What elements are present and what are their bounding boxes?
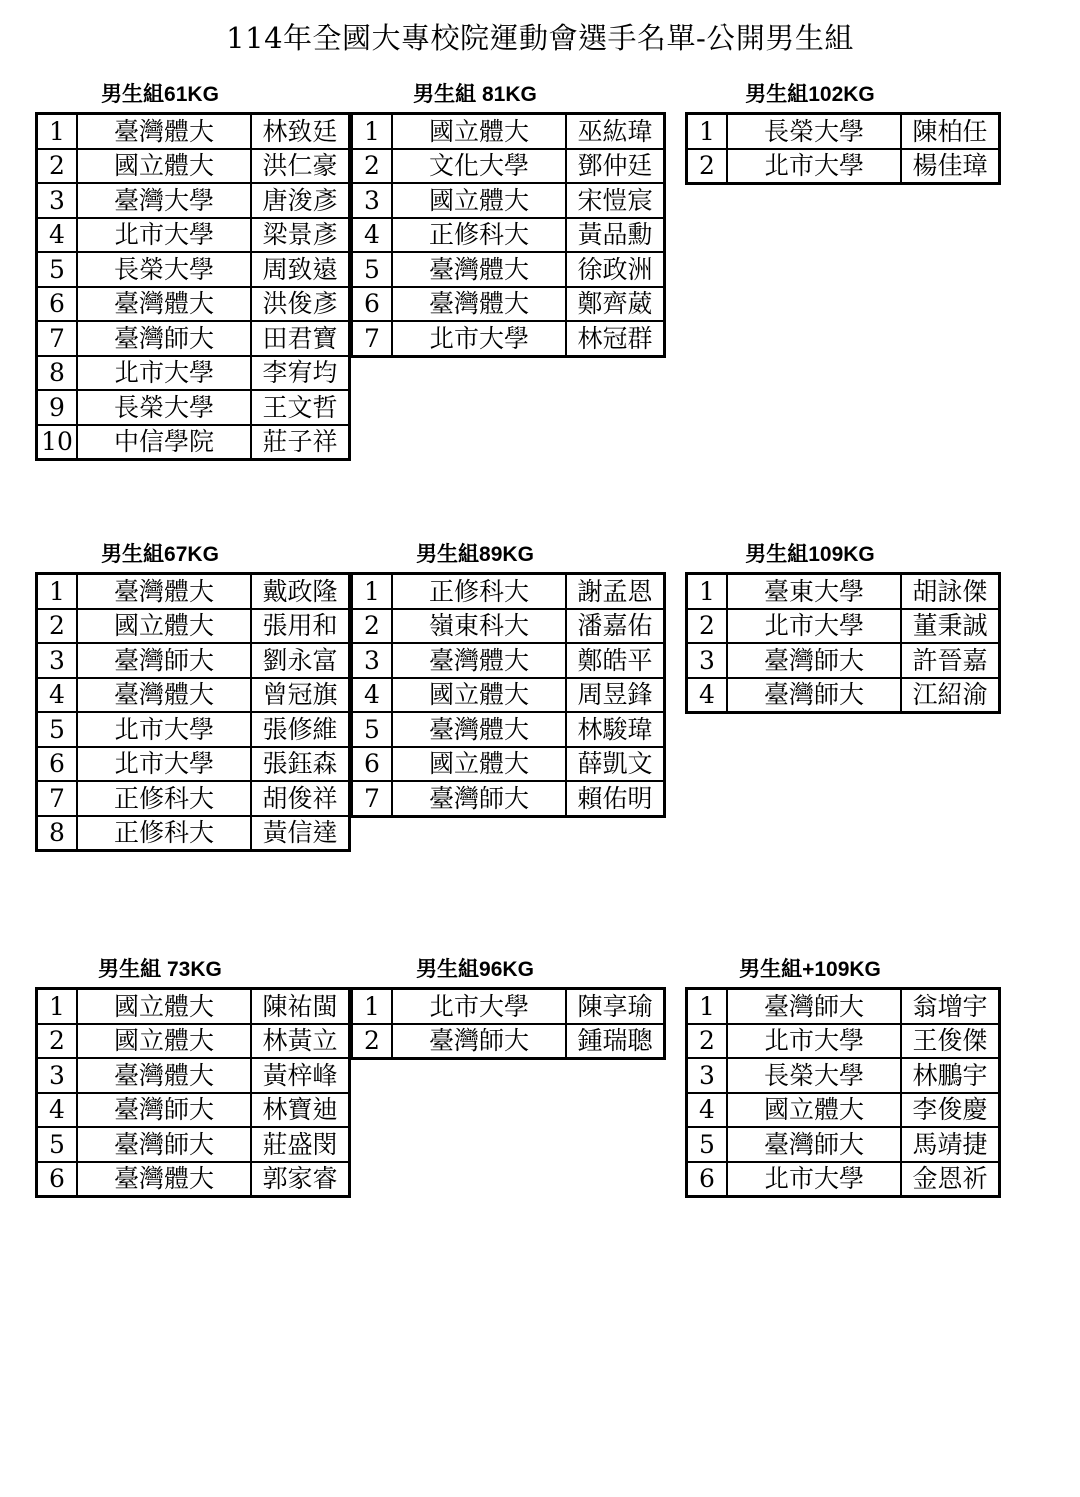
rank-cell: 2	[37, 1024, 78, 1059]
table-row	[352, 321, 665, 356]
weight-class-caption: 男生組 73KG	[98, 958, 222, 981]
rank-cell: 1	[687, 989, 728, 1024]
school-cell: 國立體大	[77, 989, 251, 1024]
athlete-table	[685, 987, 1001, 1198]
athlete-name-cell: 林冠群	[566, 321, 665, 356]
school-cell: 臺灣體大	[77, 1058, 251, 1093]
school-cell: 臺灣師大	[727, 1127, 901, 1162]
table-row	[687, 609, 1000, 644]
school-cell: 臺灣體大	[392, 287, 566, 322]
athlete-name-cell: 莊盛閔	[251, 1127, 350, 1162]
athlete-name-cell: 黃信達	[251, 816, 350, 851]
table-row	[37, 1127, 350, 1162]
table-row	[352, 712, 665, 747]
weight-class-section	[350, 543, 666, 818]
table-row	[37, 1162, 350, 1197]
athlete-name-cell: 戴政隆	[251, 574, 350, 609]
school-cell: 國立體大	[77, 149, 251, 184]
rank-cell: 4	[37, 1093, 78, 1128]
table-row	[352, 252, 665, 287]
athlete-name-cell: 董秉誠	[901, 609, 1000, 644]
school-cell: 正修科大	[392, 574, 566, 609]
school-cell: 長榮大學	[77, 252, 251, 287]
rank-cell: 4	[352, 218, 393, 253]
school-cell: 國立體大	[392, 678, 566, 713]
table-row	[687, 678, 1000, 713]
athlete-name-cell: 謝孟恩	[566, 574, 665, 609]
school-cell: 文化大學	[392, 149, 566, 184]
athlete-name-cell: 陳祐閩	[251, 989, 350, 1024]
athlete-name-cell: 潘嘉佑	[566, 609, 665, 644]
athlete-name-cell: 鄧仲廷	[566, 149, 665, 184]
weight-class-section	[685, 83, 1001, 185]
page-title: 114年全國大專校院運動會選手名單-公開男生組	[226, 21, 854, 55]
weight-class-caption: 男生組102KG	[745, 83, 875, 106]
table-row	[687, 149, 1000, 184]
rank-cell: 3	[37, 183, 78, 218]
table-row	[352, 218, 665, 253]
athlete-table	[35, 112, 351, 461]
rank-cell: 5	[352, 712, 393, 747]
table-row	[352, 989, 665, 1024]
rank-cell: 4	[352, 678, 393, 713]
school-cell: 臺灣體大	[392, 712, 566, 747]
rank-cell: 6	[37, 1162, 78, 1197]
school-cell: 北市大學	[392, 989, 566, 1024]
school-cell: 國立體大	[77, 609, 251, 644]
rank-cell: 6	[687, 1162, 728, 1197]
rank-cell: 4	[687, 678, 728, 713]
athlete-name-cell: 鄭皓平	[566, 643, 665, 678]
athlete-name-cell: 宋愷宸	[566, 183, 665, 218]
athlete-name-cell: 賴佑明	[566, 781, 665, 816]
athlete-name-cell: 鄭齊葳	[566, 287, 665, 322]
athlete-table	[350, 112, 666, 358]
school-cell: 臺灣體大	[392, 252, 566, 287]
athlete-name-cell: 洪俊彥	[251, 287, 350, 322]
rank-cell: 1	[37, 574, 78, 609]
weight-class-section	[350, 958, 666, 1060]
table-row	[352, 781, 665, 816]
rank-cell: 3	[37, 1058, 78, 1093]
table-row	[352, 574, 665, 609]
athlete-name-cell: 金恩祈	[901, 1162, 1000, 1197]
table-row	[687, 1058, 1000, 1093]
table-row	[37, 574, 350, 609]
table-row	[37, 816, 350, 851]
weight-class-section	[35, 83, 351, 461]
athlete-table	[685, 112, 1001, 185]
school-cell: 臺灣體大	[77, 1162, 251, 1197]
athlete-name-cell: 許晉嘉	[901, 643, 1000, 678]
athlete-name-cell: 張修維	[251, 712, 350, 747]
school-cell: 國立體大	[727, 1093, 901, 1128]
athlete-table	[685, 572, 1001, 714]
rank-cell: 1	[687, 574, 728, 609]
athlete-name-cell: 林致廷	[251, 114, 350, 149]
athlete-name-cell: 田君寶	[251, 321, 350, 356]
weight-class-section	[35, 958, 351, 1198]
table-row	[37, 425, 350, 460]
athlete-name-cell: 林黃立	[251, 1024, 350, 1059]
table-row	[687, 114, 1000, 149]
school-cell: 臺灣師大	[392, 781, 566, 816]
athlete-name-cell: 張鈺森	[251, 747, 350, 782]
weight-class-caption: 男生組89KG	[416, 543, 534, 566]
school-cell: 中信學院	[77, 425, 251, 460]
school-cell: 臺灣師大	[77, 643, 251, 678]
athlete-name-cell: 周致遠	[251, 252, 350, 287]
school-cell: 北市大學	[727, 149, 901, 184]
rank-cell: 6	[352, 287, 393, 322]
athlete-name-cell: 莊子祥	[251, 425, 350, 460]
school-cell: 北市大學	[77, 356, 251, 391]
athlete-name-cell: 唐浚彥	[251, 183, 350, 218]
table-row	[352, 114, 665, 149]
athlete-name-cell: 曾冠旗	[251, 678, 350, 713]
school-cell: 臺灣師大	[727, 678, 901, 713]
rank-cell: 5	[37, 712, 78, 747]
athlete-name-cell: 江紹渝	[901, 678, 1000, 713]
table-row	[352, 643, 665, 678]
rank-cell: 5	[352, 252, 393, 287]
rank-cell: 2	[37, 149, 78, 184]
athlete-name-cell: 胡俊祥	[251, 781, 350, 816]
school-cell: 北市大學	[727, 1162, 901, 1197]
table-row	[687, 1024, 1000, 1059]
school-cell: 國立體大	[392, 114, 566, 149]
table-row	[37, 183, 350, 218]
table-row	[37, 390, 350, 425]
rank-cell: 7	[37, 321, 78, 356]
athlete-table	[35, 572, 351, 852]
school-cell: 北市大學	[392, 321, 566, 356]
rank-cell: 4	[37, 678, 78, 713]
athlete-name-cell: 胡詠傑	[901, 574, 1000, 609]
rank-cell: 4	[37, 218, 78, 253]
table-row	[352, 1024, 665, 1059]
athlete-table	[350, 572, 666, 818]
table-row	[352, 287, 665, 322]
rank-cell: 1	[352, 114, 393, 149]
weight-class-caption: 男生組61KG	[101, 83, 219, 106]
rank-cell: 7	[37, 781, 78, 816]
table-row	[37, 356, 350, 391]
school-cell: 臺灣體大	[77, 114, 251, 149]
rank-cell: 1	[352, 574, 393, 609]
table-row	[37, 609, 350, 644]
school-cell: 長榮大學	[727, 1058, 901, 1093]
table-row	[37, 1058, 350, 1093]
athlete-name-cell: 李宥均	[251, 356, 350, 391]
athlete-name-cell: 巫紘瑋	[566, 114, 665, 149]
school-cell: 臺灣體大	[392, 643, 566, 678]
table-row	[37, 321, 350, 356]
rank-cell: 2	[352, 609, 393, 644]
table-row	[352, 609, 665, 644]
athlete-name-cell: 梁景彥	[251, 218, 350, 253]
athlete-table	[350, 987, 666, 1060]
school-cell: 北市大學	[77, 218, 251, 253]
school-cell: 北市大學	[727, 609, 901, 644]
athlete-name-cell: 劉永富	[251, 643, 350, 678]
table-row	[687, 989, 1000, 1024]
table-row	[687, 1162, 1000, 1197]
school-cell: 長榮大學	[727, 114, 901, 149]
table-row	[37, 678, 350, 713]
athlete-name-cell: 翁增宇	[901, 989, 1000, 1024]
rank-cell: 3	[37, 643, 78, 678]
table-row	[687, 574, 1000, 609]
athlete-name-cell: 陳享瑜	[566, 989, 665, 1024]
weight-class-caption: 男生組96KG	[416, 958, 534, 981]
athlete-name-cell: 洪仁豪	[251, 149, 350, 184]
weight-class-caption: 男生組 81KG	[413, 83, 537, 106]
table-row	[687, 1093, 1000, 1128]
weight-class-section	[350, 83, 666, 358]
athlete-name-cell: 林駿瑋	[566, 712, 665, 747]
rank-cell: 2	[37, 609, 78, 644]
athlete-name-cell: 黃品勳	[566, 218, 665, 253]
rank-cell: 1	[37, 989, 78, 1024]
table-row	[687, 643, 1000, 678]
rank-cell: 2	[687, 609, 728, 644]
rank-cell: 2	[352, 1024, 393, 1059]
school-cell: 國立體大	[392, 183, 566, 218]
athlete-name-cell: 張用和	[251, 609, 350, 644]
athlete-name-cell: 陳柏任	[901, 114, 1000, 149]
table-row	[687, 1127, 1000, 1162]
athlete-name-cell: 李俊慶	[901, 1093, 1000, 1128]
school-cell: 北市大學	[77, 712, 251, 747]
athlete-name-cell: 王文哲	[251, 390, 350, 425]
table-row	[37, 747, 350, 782]
athlete-name-cell: 王俊傑	[901, 1024, 1000, 1059]
athlete-name-cell: 林寶迪	[251, 1093, 350, 1128]
school-cell: 北市大學	[727, 1024, 901, 1059]
rank-cell: 2	[687, 149, 728, 184]
rank-cell: 3	[352, 183, 393, 218]
table-row	[37, 781, 350, 816]
school-cell: 國立體大	[77, 1024, 251, 1059]
weight-class-caption: 男生組+109KG	[739, 958, 881, 981]
school-cell: 臺灣大學	[77, 183, 251, 218]
rank-cell: 3	[687, 643, 728, 678]
rank-cell: 1	[687, 114, 728, 149]
athlete-name-cell: 薛凱文	[566, 747, 665, 782]
athlete-name-cell: 楊佳璋	[901, 149, 1000, 184]
rank-cell: 4	[687, 1093, 728, 1128]
athlete-name-cell: 周昱鋒	[566, 678, 665, 713]
school-cell: 臺東大學	[727, 574, 901, 609]
athlete-name-cell: 馬靖捷	[901, 1127, 1000, 1162]
school-cell: 臺灣師大	[392, 1024, 566, 1059]
rank-cell: 1	[37, 114, 78, 149]
school-cell: 北市大學	[77, 747, 251, 782]
rank-cell: 7	[352, 781, 393, 816]
athlete-name-cell: 郭家睿	[251, 1162, 350, 1197]
rank-cell: 6	[37, 747, 78, 782]
rank-cell: 1	[352, 989, 393, 1024]
table-row	[37, 712, 350, 747]
athlete-table	[35, 987, 351, 1198]
athlete-name-cell: 鍾瑞聰	[566, 1024, 665, 1059]
table-row	[37, 643, 350, 678]
table-row	[37, 1093, 350, 1128]
table-row	[352, 149, 665, 184]
rank-cell: 6	[37, 287, 78, 322]
school-cell: 正修科大	[77, 781, 251, 816]
table-row	[37, 218, 350, 253]
table-row	[37, 114, 350, 149]
table-row	[352, 678, 665, 713]
rank-cell: 6	[352, 747, 393, 782]
school-cell: 臺灣師大	[727, 989, 901, 1024]
rank-cell: 10	[37, 425, 78, 460]
rank-cell: 5	[37, 252, 78, 287]
rank-cell: 8	[37, 816, 78, 851]
table-row	[352, 183, 665, 218]
school-cell: 臺灣師大	[77, 321, 251, 356]
rank-cell: 5	[37, 1127, 78, 1162]
school-cell: 臺灣體大	[77, 287, 251, 322]
rank-cell: 8	[37, 356, 78, 391]
weight-class-section	[35, 543, 351, 852]
school-cell: 正修科大	[392, 218, 566, 253]
athlete-name-cell: 徐政洲	[566, 252, 665, 287]
school-cell: 國立體大	[392, 747, 566, 782]
weight-class-section	[685, 958, 1001, 1198]
table-row	[352, 747, 665, 782]
rank-cell: 5	[687, 1127, 728, 1162]
school-cell: 臺灣體大	[77, 678, 251, 713]
school-cell: 臺灣師大	[77, 1093, 251, 1128]
table-row	[37, 287, 350, 322]
school-cell: 正修科大	[77, 816, 251, 851]
weight-class-section	[685, 543, 1001, 714]
table-row	[37, 989, 350, 1024]
rank-cell: 9	[37, 390, 78, 425]
rank-cell: 7	[352, 321, 393, 356]
rank-cell: 2	[687, 1024, 728, 1059]
school-cell: 臺灣體大	[77, 574, 251, 609]
school-cell: 嶺東科大	[392, 609, 566, 644]
school-cell: 臺灣師大	[77, 1127, 251, 1162]
rank-cell: 3	[687, 1058, 728, 1093]
table-row	[37, 149, 350, 184]
rank-cell: 3	[352, 643, 393, 678]
weight-class-caption: 男生組109KG	[745, 543, 875, 566]
rank-cell: 2	[352, 149, 393, 184]
athlete-name-cell: 林鵬宇	[901, 1058, 1000, 1093]
table-row	[37, 1024, 350, 1059]
athlete-name-cell: 黃梓峰	[251, 1058, 350, 1093]
weight-class-caption: 男生組67KG	[101, 543, 219, 566]
school-cell: 長榮大學	[77, 390, 251, 425]
table-row	[37, 252, 350, 287]
school-cell: 臺灣師大	[727, 643, 901, 678]
